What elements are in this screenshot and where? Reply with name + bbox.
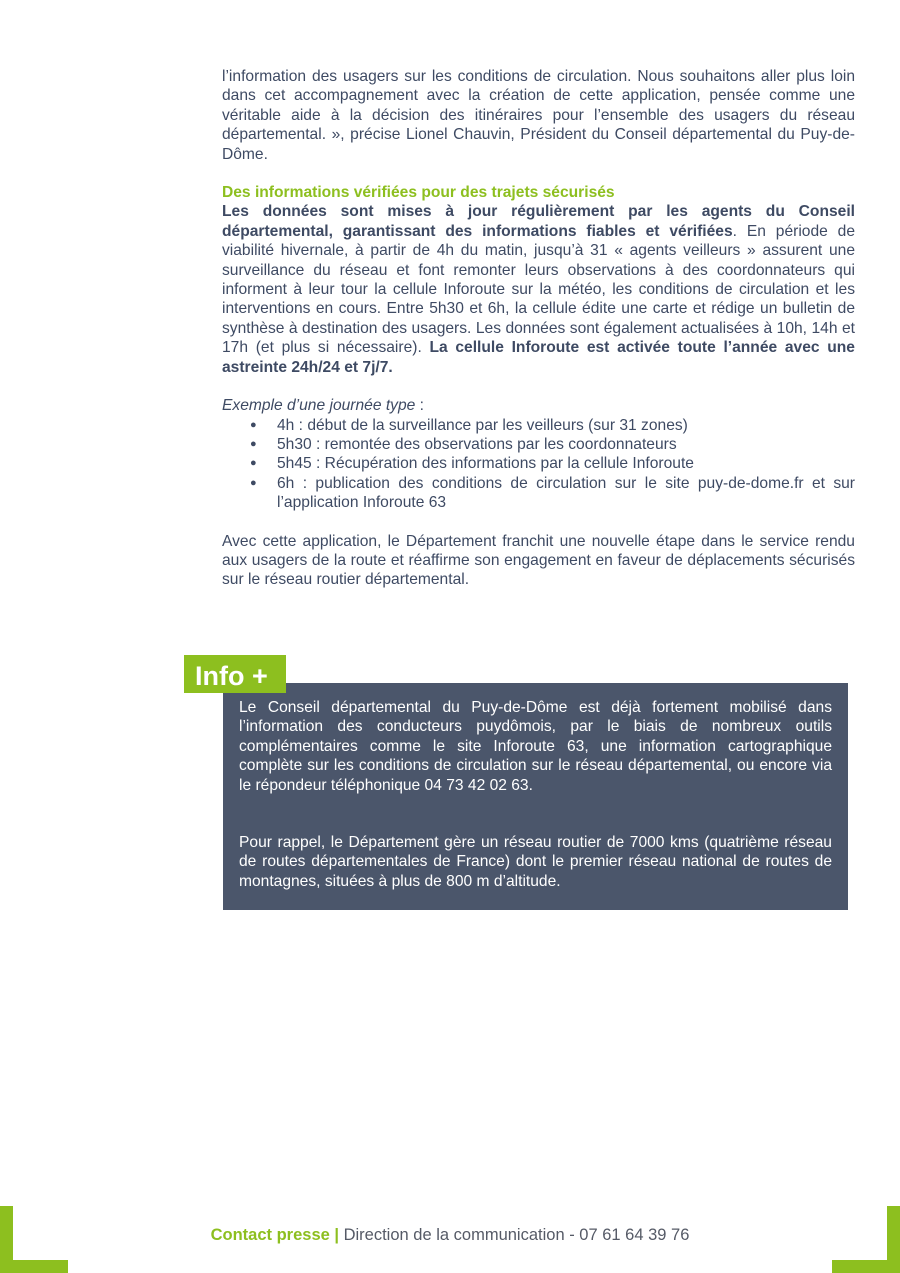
example-heading — [222, 396, 855, 415]
verified-text: . En période de viabilité hivernale, à partir de 4h du matin, jusqu’à 31 « agents veilleurs » assurent une surveillance du réseau et font remonter leurs observations à des coordonnateurs qui informent à leur tour la cellule Inforoute sur la météo, les conditions de circulation et les interventions en cours. Entre 5h30 et 6h, la cellule édite une carte et rédige un bulletin de synthèse à destination des usagers. Les données sont également actualisées à 10h, 14h et 17h (et plus si nécessaire). — [222, 222, 855, 357]
bullet-icon: ● — [250, 437, 257, 450]
press-contact-footer — [0, 1226, 900, 1245]
footer-label: Contact presse | — [210, 1226, 340, 1244]
bullet-icon: ● — [250, 476, 257, 489]
list-item — [222, 416, 855, 435]
verified-bold-end: La cellule Inforoute est activée toute l’année avec une astreinte 24h/24 et 7j/7. — [222, 339, 855, 376]
list-item-text: 5h45 : Récupération des informations par la cellule Inforoute — [277, 455, 694, 473]
example-colon: : — [415, 397, 424, 415]
section-heading: Des informations vérifiées pour des trajets sécurisés — [222, 184, 615, 202]
list-item — [222, 435, 855, 454]
list-item — [222, 454, 855, 473]
bullet-icon: ● — [250, 418, 257, 431]
list-item-text: 6h : publication des conditions de circulation sur le site puy-de-dome.fr et sur l’application Inforoute 63 — [277, 474, 855, 512]
footer-text: Direction de la communication - 07 61 64 39 76 — [339, 1226, 690, 1244]
list-item-text: 4h : début de la surveillance par les veilleurs (sur 31 zones) — [277, 416, 688, 434]
info-paragraph-2: Pour rappel, le Département gère un réseau routier de 7000 kms (quatrième réseau de routes départementales de France) dont le premier réseau national de routes de montagnes, situées à plus de 800 m d’altitude. — [239, 834, 832, 890]
example-label: Exemple d’une journée type — [222, 397, 416, 415]
bullet-icon: ● — [250, 457, 257, 470]
intro-paragraph: l’information des usagers sur les conditions de circulation. Nous souhaitons aller plus loin dans cet accompagnement avec la création de cette application, pensée comme une véritable aide à la décision des itinéraires pour l’ensemble des usagers du réseau départemental. », précise Lionel Chauvin, Président du Conseil départemental du Puy-de-Dôme. — [222, 68, 855, 163]
info-text — [239, 698, 832, 891]
main-content — [222, 67, 855, 590]
list-item — [222, 474, 855, 513]
info-paragraph-1: Le Conseil départemental du Puy-de-Dôme est déjà fortement mobilisé dans l’information des conducteurs puydômois, par le biais de nombreux outils complémentaires comme le site Inforoute 63, une information cartographique complète sur les conditions de circulation sur le réseau départemental, ou encore via le répondeur téléphonique 04 73 42 02 63. — [239, 699, 832, 794]
info-tab: Info + — [184, 655, 286, 693]
corner-right-horizontal — [832, 1260, 900, 1273]
closing-paragraph: Avec cette application, le Département franchit une nouvelle étape dans le service rendu aux usagers de la route et réaffirme son engagement en faveur de déplacements sécurisés sur le réseau routier départemental. — [222, 532, 855, 589]
verified-bold-text: Les données sont mises à jour régulièrement par les agents du Conseil départemental, garantissant des informations fiables et vérifiées — [222, 203, 855, 240]
corner-left-horizontal — [0, 1260, 68, 1273]
agenda-list — [222, 416, 855, 513]
verified-info-paragraph — [222, 202, 855, 377]
list-item-text: 5h30 : remontée des observations par les coordonnateurs — [277, 435, 677, 453]
